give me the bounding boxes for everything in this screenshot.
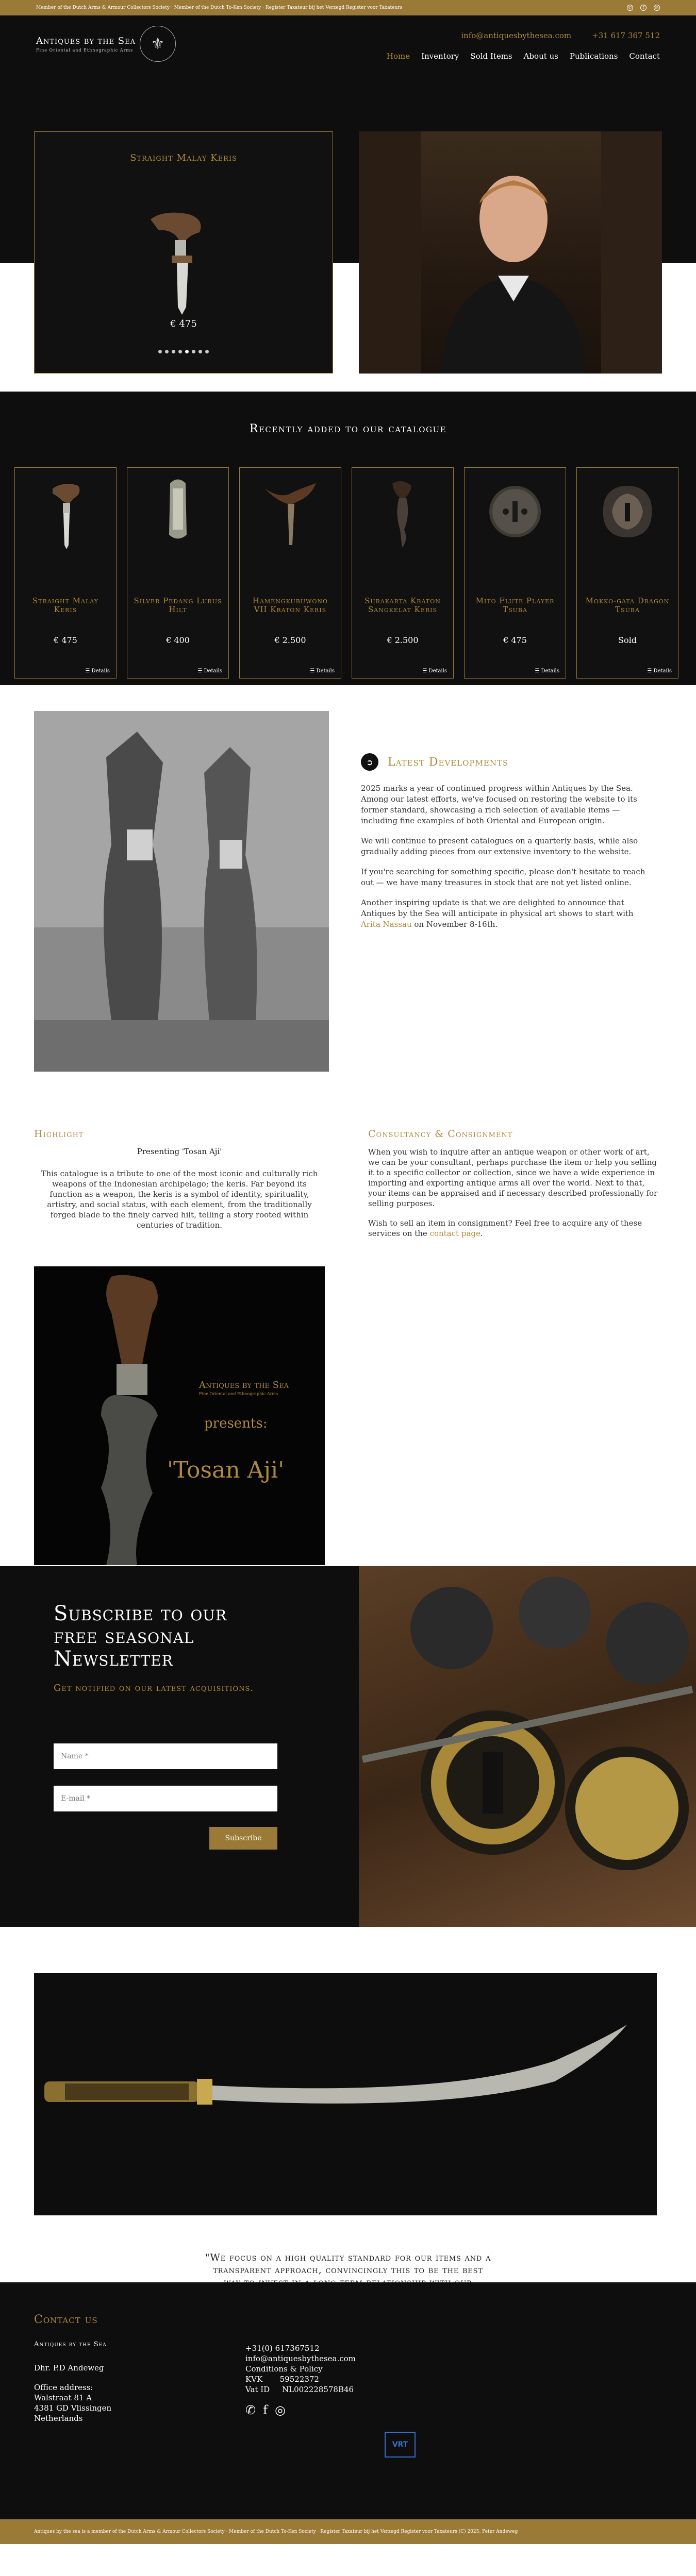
- email-input[interactable]: [54, 1786, 277, 1811]
- subscribe-button[interactable]: Subscribe: [209, 1827, 277, 1850]
- product-name[interactable]: Mokko-gata Dragon Tsuba: [585, 596, 670, 614]
- footer-city: 4381 GD Vlissingen: [34, 2403, 112, 2413]
- recent-title: Recently added to our catalogue: [249, 422, 447, 435]
- footer-social-links: [245, 2405, 356, 2415]
- footer-person: Dhr. P.D Andeweg: [34, 2363, 104, 2372]
- logo-title: Antiques by the Sea: [36, 35, 136, 46]
- developments-paragraph: If you're searching for something specific, please don't hesitate to reach out — we have many treasures in stock that are not yet listed online.: [361, 867, 645, 887]
- highlight-text: This catalogue is a tribute to one of the most iconic and culturally rich weapons of the Indonesian archipelago; the keris. Far beyond its function as a weapon, the keris is a symbol of identity, spirituality, artistry, and social status, with each element, from the traditionally forged blade to the finely carved hilt, telling a story rooted within centuries of tradition.: [41, 1169, 318, 1230]
- poster-subtitle: Fine Oriental and Ethnographic Arms: [199, 1392, 278, 1396]
- poster-brand: Antiques by the Sea: [199, 1380, 289, 1391]
- header-email-link[interactable]: info@antiquesbythesea.com: [461, 31, 572, 40]
- arita-nassau-link[interactable]: Arita Nassau: [361, 920, 412, 929]
- footer-street: Walstraat 81 A: [34, 2393, 92, 2402]
- recent-cards: [0, 467, 696, 679]
- product-card[interactable]: [464, 467, 566, 679]
- product-name[interactable]: Mito Flute Player Tsuba: [475, 596, 555, 614]
- whatsapp-icon[interactable]: ✆: [245, 2403, 256, 2417]
- poster-presents: presents:: [204, 1416, 268, 1431]
- product-name[interactable]: Surakarta Kraton Sangkelat Keris: [364, 596, 441, 614]
- nav-sold-items[interactable]: Sold Items: [470, 52, 512, 61]
- highlight-section: [0, 1077, 696, 1566]
- hero-item-title[interactable]: Straight Malay Keris: [130, 152, 237, 163]
- product-price: € 475: [54, 635, 77, 645]
- header-phone-link[interactable]: +31 617 367 512: [592, 31, 660, 40]
- memberships-text: Member of the Dutch Arms & Armour Collectors Society · Member of the Dutch To-Ken Society · Register Taxateur bij het Verzegd Register voor Taxateurs: [36, 5, 403, 10]
- newsletter-subtitle: Get notified on our latest acquisitions.: [54, 1683, 254, 1693]
- slider-dot[interactable]: [205, 350, 209, 353]
- product-image[interactable]: [127, 468, 228, 555]
- contact-page-link[interactable]: contact page: [429, 1229, 480, 1238]
- footer-title: Contact us: [34, 2313, 98, 2326]
- social-links: [627, 5, 660, 11]
- slider-dot[interactable]: [172, 350, 175, 353]
- site-footer: [0, 2282, 696, 2519]
- slider-dot[interactable]: [178, 350, 182, 353]
- site-header: [0, 15, 696, 82]
- slider-dot[interactable]: [165, 350, 169, 353]
- slider-dot-active[interactable]: [185, 350, 189, 353]
- developments-title: Latest Developments: [388, 755, 509, 769]
- facebook-icon[interactable]: f: [640, 5, 647, 11]
- slider-dot[interactable]: [158, 350, 162, 353]
- highlight-title: Highlight: [34, 1128, 84, 1140]
- footer-email[interactable]: info@antiquesbythesea.com: [245, 2354, 356, 2363]
- footer-brand: Antiques by the Sea: [34, 2341, 107, 2348]
- developments-section: [0, 685, 696, 1077]
- product-card[interactable]: [127, 467, 229, 679]
- footer-vat: Vat ID NL002228578B46: [245, 2385, 354, 2394]
- tosan-aji-poster[interactable]: [34, 1266, 325, 1565]
- details-link[interactable]: ☰ Details: [310, 668, 335, 674]
- recent-section: [0, 392, 696, 685]
- nav-home[interactable]: Home: [386, 52, 410, 61]
- instagram-icon[interactable]: ◎: [654, 5, 660, 11]
- product-card[interactable]: [14, 467, 117, 679]
- details-link[interactable]: ☰ Details: [422, 668, 447, 674]
- product-price: € 475: [503, 635, 527, 645]
- product-card[interactable]: [576, 467, 678, 679]
- product-image[interactable]: [352, 468, 453, 555]
- footer-kvk: KVK 59522372: [245, 2375, 319, 2384]
- vrt-logo[interactable]: VRT: [385, 2432, 416, 2458]
- product-image[interactable]: [240, 468, 341, 555]
- product-image[interactable]: [465, 468, 566, 555]
- details-link[interactable]: ☰ Details: [535, 668, 559, 674]
- instagram-icon[interactable]: ◎: [275, 2403, 286, 2417]
- sword-banner-section: [0, 1927, 696, 2276]
- highlight-presenting: Presenting 'Tosan Aji': [137, 1147, 222, 1156]
- keris-image[interactable]: [35, 132, 334, 374]
- hero-item-price: € 475: [170, 318, 197, 329]
- tsuba-collection-image: [359, 1566, 696, 1927]
- details-link[interactable]: ☰ Details: [197, 668, 222, 674]
- sword-image: [34, 1973, 657, 2215]
- consultancy-paragraph: Wish to sell an item in consignment? Feel free to acquire any of these services on the contact page.: [368, 1218, 642, 1238]
- consultancy-paragraph: When you wish to inquire after an antique weapon or other work of art, we can be your consultant, perhaps purchase the item or help you selling it to a specific collector or collection, since we have a wide experience in importing and exporting antique arms all over the world. Next to that, your items can be appraised and if necessary described professionally for selling purposes.: [368, 1147, 658, 1208]
- name-input[interactable]: [54, 1743, 277, 1769]
- product-price: € 2.500: [387, 635, 419, 645]
- product-image[interactable]: [577, 468, 678, 555]
- owner-portrait-image: [359, 131, 662, 374]
- footer-conditions-link[interactable]: Conditions & Policy: [245, 2364, 323, 2374]
- product-price: Sold: [618, 635, 637, 645]
- copyright-text: Antiques by the sea is a member of the Dutch Arms & Armour Collectors Society · Member of the Dutch To-Ken Society · Register Taxateur bij het Verzegd Register voor Taxateurs (C) 2025, Peter Andeweg: [34, 2529, 518, 2534]
- product-card[interactable]: [352, 467, 454, 679]
- nav-publications[interactable]: Publications: [569, 52, 618, 61]
- product-price: € 2.500: [274, 635, 306, 645]
- nav-about-us[interactable]: About us: [523, 52, 558, 61]
- newsletter-title: Subscribe to our free seasonal Newsletter: [54, 1602, 227, 1671]
- quote-text: "We focus on a high quality standard for our items and a transparent approach, convincingly this to be the best: [205, 2252, 491, 2276]
- footer-country: Netherlands: [34, 2414, 83, 2423]
- warriors-photo: [34, 711, 329, 1072]
- product-image[interactable]: [15, 468, 116, 555]
- main-nav: [387, 52, 660, 61]
- logo[interactable]: [36, 26, 176, 62]
- top-bar: [0, 0, 696, 15]
- product-card[interactable]: [239, 467, 341, 679]
- slider-dot[interactable]: [192, 350, 195, 353]
- developments-paragraph: We will continue to present catalogues on a quarterly basis, while also gradually adding pieces from our extensive inventory to the website.: [361, 836, 638, 856]
- product-name[interactable]: Hamengkubuwono VII Kraton Keris: [252, 596, 328, 614]
- bottom-bar: [0, 2519, 696, 2544]
- hero-section: [0, 82, 696, 392]
- slider-dot[interactable]: [198, 350, 202, 353]
- consultancy-title: Consultancy & Consignment: [368, 1128, 513, 1140]
- hero-slider[interactable]: [34, 131, 333, 374]
- footer-office-label: Office address:: [34, 2383, 93, 2392]
- logo-subtitle: Fine Oriental and Ethnographic Arms: [36, 47, 134, 53]
- product-name[interactable]: Silver Pedang Lurus Hilt: [134, 596, 222, 614]
- newsletter-section: [0, 1566, 696, 1927]
- nav-inventory[interactable]: Inventory: [421, 52, 459, 61]
- details-link[interactable]: ☰ Details: [647, 668, 672, 674]
- product-price: € 400: [166, 635, 190, 645]
- play-icon: ➲: [361, 753, 378, 771]
- developments-paragraph: Another inspiring update is that we are delighted to announce that Antiques by the Sea will anticipate in physical art shows to start with Arita Nassau on November 8-16th.: [361, 898, 634, 929]
- slider-dots: [35, 350, 333, 353]
- facebook-icon[interactable]: f: [263, 2403, 268, 2417]
- nav-contact[interactable]: Contact: [629, 52, 660, 61]
- details-link[interactable]: ☰ Details: [85, 668, 110, 674]
- whatsapp-icon[interactable]: ✆: [627, 5, 633, 11]
- footer-phone[interactable]: +31(0) 617367512: [245, 2344, 320, 2353]
- product-name[interactable]: Straight Malay Keris: [32, 596, 99, 614]
- poster-title: 'Tosan Aji': [167, 1457, 285, 1483]
- logo-emblem-icon: ⚜: [140, 26, 176, 62]
- developments-paragraph: 2025 marks a year of continued progress within Antiques by the Sea. Among our latest efforts, we've focused on restoring the website to its former standard, showcasing a rich selection of available items — including fine examples of both Oriental and European origin.: [361, 784, 637, 825]
